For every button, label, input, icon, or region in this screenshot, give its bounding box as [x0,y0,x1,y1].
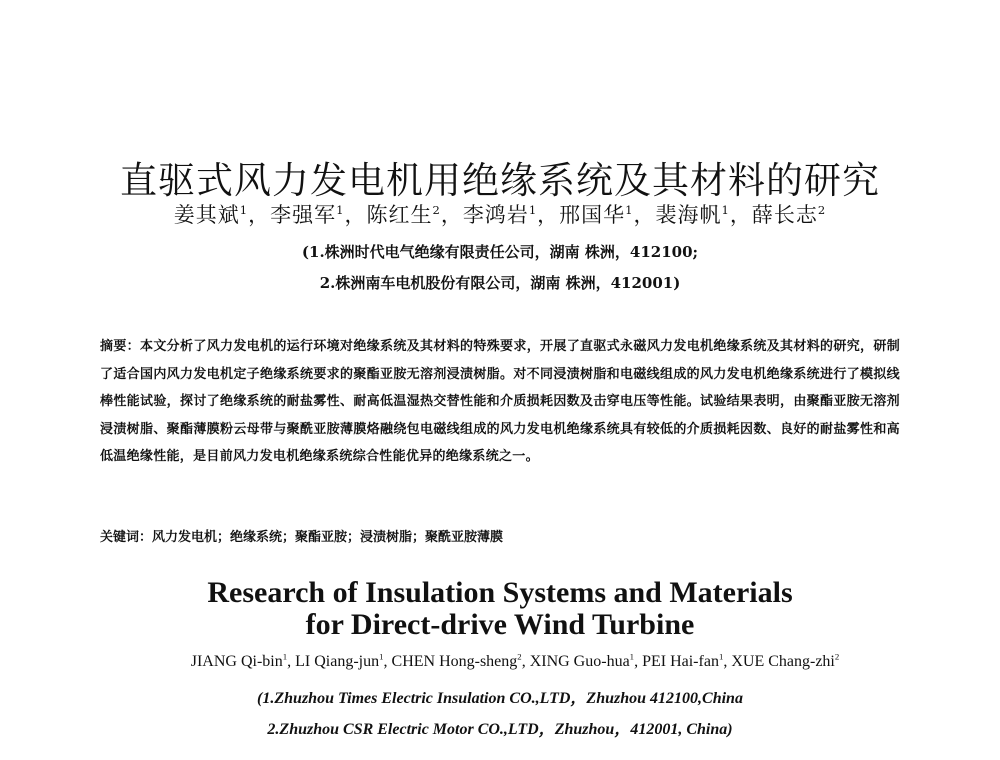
cn-author-affiliation-mark: 1 [239,203,249,217]
en-author-separator: , [383,653,392,670]
cn-author-affiliation-mark: 1 [721,203,730,217]
en-author-affiliation-mark: 1 [282,651,288,662]
cn-author-separator: ， [344,203,367,227]
cn-author-name: 姜其斌 [173,203,240,227]
cn-author-name: 薛长志 [751,203,818,227]
cn-author-separator: ， [537,203,560,227]
en-author-name: XING Guo-hua [529,653,630,670]
cn-author-name: 裴海帆 [655,203,722,227]
chinese-title: 直驱式风力发电机用绝缘系统及其材料的研究 [120,159,880,202]
chinese-keywords [100,526,900,545]
en-author-name: CHEN Hong-sheng [391,653,518,670]
abstract-text: 本文分析了风力发电机的运行环境对绝缘系统及其材料的特殊要求，开展了直驱式永磁风力发电机绝缘系统及其材料的研究，研制了适合国内风力发电机定子绝缘系统要求的聚酯亚胺无溶剂浸渍树脂。对不同浸渍树脂和电磁线组成的风力发电机绝缘系统进行了模拟线棒性能试验，探讨了绝缘系统的耐盐雾性、耐高低温湿热交替性能和介质损耗因数及击穿电压等性能。试验结果表明，由聚酯亚胺无溶剂浸渍树脂、聚酯薄膜粉云母带与聚酰亚胺薄膜烙融绕包电磁线组成的风力发电机绝缘系统具有较低的介质损耗因数、良好的耐盐雾性和高低温绝缘性能，是目前风力发电机绝缘系统综合性能优异的绝缘系统之一。 [100,339,900,464]
cn-author-affiliation-mark: 1 [336,203,345,217]
chinese-abstract [100,333,900,471]
abstract-label: 摘要： [100,339,141,354]
english-affiliation-2: 2.Zhuzhou CSR Electric Motor CO.,LTD，Zhuzhou，412001, China) [267,721,733,738]
cn-author-affiliation-mark: 2 [432,203,441,217]
english-title-line-1: Research of Insulation Systems and Materials [207,576,793,609]
chinese-affiliation-1: (1.株洲时代电气绝缘有限责任公司，湖南 株洲，412100; [301,243,699,261]
en-author-affiliation-mark: 1 [629,651,635,662]
en-author-separator: , [723,653,732,670]
en-author-name: XUE Chang-zhi [731,653,835,670]
english-author-list [0,653,1000,671]
cn-author-name: 李鸿岩 [462,203,529,227]
keywords-text: 风力发电机；绝缘系统；聚酯亚胺；浸渍树脂；聚酰亚胺薄膜 [152,530,504,545]
cn-author-affiliation-mark: 1 [625,203,634,217]
chinese-affiliation-2: 2.株洲南车电机股份有限公司，湖南 株洲，412001) [319,274,681,292]
cn-author-separator: ， [248,203,271,227]
en-author-affiliation-mark: 2 [834,651,840,662]
cn-author-affiliation-mark: 2 [817,203,827,217]
cn-author-name: 陈红生 [366,203,433,227]
en-author-affiliation-mark: 1 [379,651,384,662]
cn-author-name: 邢国华 [559,203,626,227]
en-author-separator: , [521,653,530,670]
cn-author-separator: ， [440,203,463,227]
cn-author-separator: ， [633,203,656,227]
cn-author-name: 李强军 [270,203,337,227]
chinese-author-list [0,199,1000,229]
en-author-name: PEI Hai-fan [642,653,719,670]
en-author-name: JIANG Qi-bin [190,653,283,670]
cn-author-separator: ， [729,203,752,227]
en-author-separator: , [287,653,296,670]
english-affiliation-1: (1.Zhuzhou Times Electric Insulation CO.,LTD，Zhuzhou 412100,China [257,690,743,707]
en-author-affiliation-mark: 2 [517,651,522,662]
cn-author-affiliation-mark: 1 [528,203,538,217]
en-author-affiliation-mark: 1 [718,651,724,662]
en-author-separator: , [634,653,643,670]
keywords-label: 关键词： [100,530,153,545]
english-title-line-2: for Direct-drive Wind Turbine [305,608,695,641]
en-author-name: LI Qiang-jun [295,653,380,670]
